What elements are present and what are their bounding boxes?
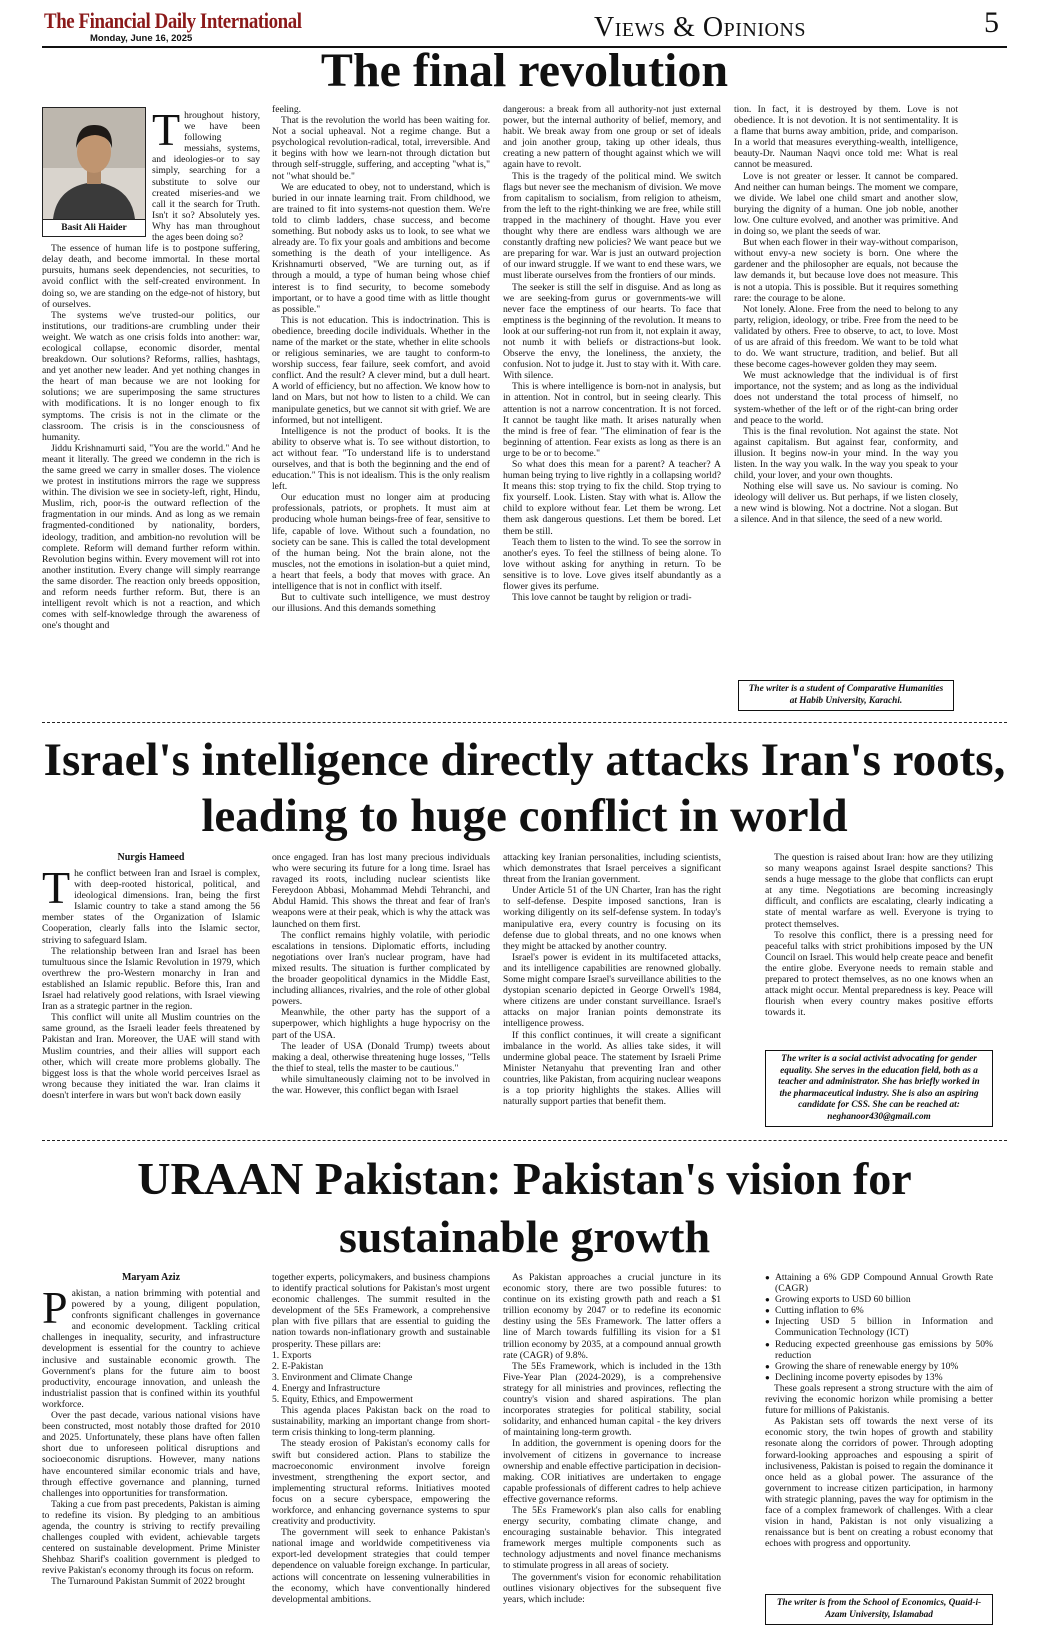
article3-byline: Maryam Aziz [121, 1272, 181, 1283]
paragraph: The relationship between Iran and Israel has been tumultuous since the Islamic Revolution in 1979, which overthrew the pro-Western monarchy in Iran and established an Islamic republic. Before this, Iran and Israel had relatively good relations, with Israel viewing Iran as a strategic partner in the region. [42, 945, 260, 1013]
dropcap: T [42, 862, 71, 913]
paragraph: Not lonely. Alone. Free from the need to belong to any party, religion, ideology, or tribe. Free from the need to be validated by others. Free to observe, to act, to love. Most of us are afraid of this freedom. We want to be told what to do. We want structure, tradition, and belief. But all these become cages-however golden they may seem. [734, 303, 958, 371]
photo-caption: Basit Ali Haider [43, 219, 145, 236]
paragraph: The conflict remains highly volatile, with periodic escalations in tensions. Diplomatic efforts, including negotiations over Iran's nuclear program, have had mixed results. The situation is further complicated by the broader geopolitical dynamics in the Middle East, including alliances, rivalries, and the role of other global powers. [272, 929, 490, 1008]
masthead [42, 6, 1007, 46]
article2-column-3 [503, 852, 721, 1108]
article1-column-3 [503, 104, 721, 700]
article3-lead: akistan, a nation brimming with potential and powered by a young, diligent population, confronts significant challenges in governance and economic development. Tackling critical challenges in inequality, security, and infrastructure development is essential for the country to achieve inclusive and sustainable economic growth. The Government's plans for the future aim to boost productivity, encourage innovation, and unleash the industrialist passion that is confined within its youthful workforce. [42, 1288, 260, 1410]
paragraph: To resolve this conflict, there is a pressing need for peaceful talks with strict prohibitions imposed by the UN Council on Israel. This would help create peace and benefit the entire globe. Everyone needs to remain stable and prepared to protect themselves, as no one knows when an attack might occur. Mental preparedness is key. Peace will flourish when every country makes positive efforts towards it. [765, 929, 993, 1019]
objective-item: ● Cutting inflation to 6% [765, 1305, 993, 1316]
paragraph: once engaged. Iran has lost many precious individuals who were securing its future for a long time. Israel has ravaged its roots, including nuclear scientists like Fereydoon Abbasi, Mohammad Mehdi Tehranchi, and Abdul Hamid. This shows the threat and fear of Iran's weapons were at their peak, which is why the attack was launched on them first. [272, 852, 490, 930]
objective-item: ● Injecting USD 5 billion in Information and Communication Technology (ICT) [765, 1316, 993, 1338]
pillar-item: 3. Environment and Climate Change [272, 1371, 413, 1383]
article2-headline: Israel's intelligence directly attacks Iran's roots, leading to huge conflict in world [43, 734, 1006, 843]
paragraph: This is not education. This is indoctrination. This is obedience, breeding docile individuals. Whether in the name of the market or the state, whether in elite schools or religious seminaries, we are taught to conform-to worship success, fear failure, seek comfort, and avoid conflict. And the result? A clever mind, but a dull heart. A world of efficiency, but no affection. We know how to land on Mars, but not how to listen to a child. We can manipulate genetics, but we cannot sit with grief. We are informed, but not intelligent. [272, 314, 490, 426]
article2-lead: he conflict between Iran and Israel is complex, with deep-rooted historical, political, and ideological dimensions. Iran, being the first Islamic country to take a stand among the 56 member states of the Organization of Islamic Cooperation, clearly falls into the Islamic sector, striving to safeguard Islam. [42, 868, 260, 946]
paragraph: This is the final revolution. Not against the state. Not against capitalism. But against fear, conformity, and illusion. It begins now-in your mind. In the way you listen. In the way you walk. In the way you speak to your child, your lover, and your own thoughts. [734, 425, 958, 482]
paragraph: dangerous: a break from all authority-not just external power, but the internal authority of belief, memory, and habit. We break away from one group or set of ideals and join another group, taking up other ideals, thus creating a new pattern of thought against which we will again have to revolt. [503, 104, 721, 171]
paragraph: Love is not greater or lesser. It cannot be compared. And neither can human beings. The moment we compare, we divide. We label one child smart and another slow, burying the dignity of a human. One job noble, another low. One culture evolved, and another was primitive. And in doing so, we plant the seeds of war. [734, 170, 958, 238]
paragraph: while simultaneously claiming not to be involved in the war. However, this conflict began with Israel [272, 1073, 490, 1096]
paragraph: Our education must no longer aim at producing professionals, patriots, or prophets. It must aim at producing whole human beings-free of fear, sensitive to life, capable of love. Without such a foundation, no society can be sane. This is called the total development of the human being. Not the brain alone, not the muscles, not the emotions in isolation-but a quiet mind, a heart that feels, a body that moves with grace. An intelligence that is not in conflict with itself. [272, 492, 490, 593]
paragraph: The government's vision for economic rehabilitation outlines visionary objectives for the subsequent five years, which include: [503, 1571, 721, 1605]
article2-writer-note: The writer is a social activist advocating for gender equality. She serves in the education field, both as a teacher and administrator. She has briefly worked in the pharmaceutical industry. She is also an aspiring candidate for CSS. She can be reached at: neghanoor430@gmail.com [765, 1050, 993, 1127]
objective-item: ● Attaining a 6% GDP Compound Annual Growth Rate (CAGR) [765, 1272, 993, 1294]
paragraph: The question is raised about Iran: how are they utilizing so many weapons against Israel despite sanctions? This sends a huge message to the globe that conflicts can erupt at any time. Negotiations are becoming increasingly difficult, and conflicts are escalating, clearly indicating a state of mental warfare as well. Everyone is trying to protect themselves. [765, 852, 993, 930]
paragraph: We must acknowledge that the individual is of first importance, not the system; and as long as the individual does not understand the total process of himself, no system-whether of the left or of the right-can bring order and peace to the world. [734, 370, 958, 426]
objective-item: ● Growing the share of renewable energy by 10% [765, 1361, 993, 1372]
issue-date: Monday, June 16, 2025 [90, 33, 193, 44]
paragraph: attacking key Iranian personalities, including scientists, which demonstrates that Israel perceives a significant threat from the Iranian government. [503, 852, 721, 886]
article2-column-4 [765, 852, 993, 1052]
page-number: 5 [984, 6, 999, 39]
paragraph: That is the revolution the world has been waiting for. Not a social upheaval. Not a regime change. But a psychological revolution-radical, total, irreversible. And it begins with how we learn-not through dictation but through self-struggle, suffering, and accepting "what is," not "what should be." [272, 115, 490, 182]
paragraph: As Pakistan sets off towards the next verse of its economic story, the twin hopes of growth and stability resonate along the corridors of power. Through adopting forward-looking approaches and espousing a spirit of inclusiveness, Pakistan is poised to regain the dominance it once held as a global power. The assurance of the government to increase citizen participation, in harmony with strategic planning, paves the way for optimism in the face of a complex framework of challenges. With a clear vision in hand, Pakistan is not only visualizing a renaissance but is bent on creating a robust economy that echoes with progress and opportunity. [765, 1416, 993, 1550]
paragraph: The steady erosion of Pakistan's economy calls for swift but considered action. Plans to stabilize the macroeconomic environment involve foreign investment, strengthening the export sector, and implementing structural reforms. Initiatives mooted focus on a secure cyberspace, empowering the workforce, and enhancing governance systems to spur creativity and productivity. [272, 1438, 490, 1528]
article1-column-4 [734, 104, 958, 678]
article1-writer-note: The writer is a student of Comparative Humanities at Habib University, Karachi. [738, 680, 954, 711]
paragraph: The essence of human life is to postpone suffering, delay death, and become immortal. In these mortal pursuits, humans seek dependencies, not securities, to avoid conflict with the self-created environment. In doing so, we are standing on the edge-not of history, but of ourselves. [42, 243, 260, 310]
article3-column-1 [42, 1282, 260, 1612]
paragraph: Taking a cue from past precedents, Pakistan is aiming to redefine its vision. By pledging to an ambitious agenda, the country is striving to rectify prevailing challenges coupled with evident, achievable targets centered on sustainable development. Prime Minister Shehbaz Sharif's coalition government is pledged to revive Pakistan's economy through its focus on reform. [42, 1498, 260, 1577]
paragraph: The government will seek to enhance Pakistan's national image and worldwide competitiveness via export-led development strategies that could temper dependence on valuable foreign exchange. In particular, actions will concentrate on lessening vulnerabilities in the economy, which have conventionally hindered developmental ambitions. [272, 1527, 490, 1605]
paragraph: These goals represent a strong structure with the aim of reviving the economic horizon while promising a better future for millions of Pakistanis. [765, 1382, 993, 1417]
section-divider [42, 722, 1007, 723]
article1-column-2 [272, 104, 490, 700]
newspaper-title: The Financial Daily International [44, 8, 302, 33]
paragraph: As Pakistan approaches a crucial juncture in its economic story, there are two possible futures: to continue on its existing growth path and reach a $1 trillion economy by 2047 or to redefine its economic destiny using the 5Es Framework. The latter offers a line of March towards fulfilling its vision for a $1 trillion economy by 2035, at a compound annual growth rate (CAGR) of 9.8%. [503, 1272, 721, 1361]
article2-column-2 [272, 852, 490, 1096]
objective-item: ● Reducing expected greenhouse gas emissions by 50% reduction [765, 1339, 993, 1361]
paragraph: Jiddu Krishnamurti said, "You are the world." And he meant it literally. The greed we condemn in the rich is the same greed we carry in smaller doses. The violence we protest in institutions mirrors the rage we suppress within. The division we see in society-left, right, Hindu, Muslim, rich, poor-is the outward reflection of the fragmentation in our minds. And as long as we remain fragmented-conditioned by nationality, borders, ideology, tradition, and ambition-no revolution will be complete. Reform will demand further reform within. Revolution begins within. Every movement will rot into another institution. Every change will simply rearrange the same disorder. The reaction only breeds opposition, and reform needs further reform. But, there is an intelligent revolt which is not a reaction, and which comes with self-knowledge through the awareness of one's thought and [42, 442, 260, 632]
section-title: Views & Opinions [594, 12, 806, 43]
article3-column-4 [765, 1272, 993, 1584]
objectives-list [765, 1272, 993, 1383]
paragraph: If this conflict continues, it will create a significant imbalance in the world. As allies take sides, it will undermine global peace. The statement by Israeli Prime Minister Netanyahu that preventing Iran and other countries, like Pakistan, from acquiring nuclear weapons is a top priority highlights the stakes. Allies will naturally support parties that benefit them. [503, 1029, 721, 1108]
article3-column-2 [272, 1272, 490, 1612]
article1-headline: The final revolution [320, 44, 729, 97]
paragraph: We are educated to obey, not to understand, which is buried in our innate learning trait. From childhood, we are trained to fit into systems-not question them. We're told to climb ladders, chase success, and become something. But nobody asks us to look, to see what we already are. To fix your goals and ambitions and become something is the death of your intelligence. As Krishnamurti observed, "We are turning out, as if through a mould, a type of human being whose chief interest is to find security, to become somebody important, or to have a good time with as little thought as possible." [272, 181, 490, 315]
paragraph: Nothing else will save us. No saviour is coming. No ideology will deliver us. But perhaps, if we listen closely, a new wind is blowing. Not a doctrine. Not a slogan. But a silence. And in that silence, the seed of a new world. [734, 481, 958, 526]
article3-column-3 [503, 1272, 721, 1612]
paragraph: The 5Es Framework, which is included in the 13th Five-Year Plan (2024-2029), is a comprehensive strategy for all ministries and provinces, reflecting the country's vision and shared aspirations. The plan incorporates strategies for political stability, social solidarity, and enhanced human capital - the key drivers of maintaining long-term growth. [503, 1360, 721, 1439]
paragraph: Over the past decade, various national visions have been constructed, most notably those drafted for 2010 and 2025. Unfortunately, these plans have often fallen short due to unforeseen political disruptions and socioeconomic disruptions. However, many nations have encountered similar economic trials and have, through effective governance and planning, turned challenges into opportunities for transformation. [42, 1410, 260, 1499]
paragraph: This is the tragedy of the political mind. We switch flags but never see the mechanism of division. We move from capitalism to socialism, from religion to atheism, from the left to the right-thinking we are free, while still trapped in the machinery of thought. Have you ever thought why there are endless wars although we are constantly drafting new policies? We want peace but we are preparing for war. War is just an outward projection of our inward struggle. If we want to end these wars, we must liberate ourselves from the frontiers of our minds. [503, 170, 721, 282]
paragraph: This love cannot be taught by religion or tradi- [512, 592, 692, 604]
paragraph: The seeker is still the self in disguise. And as long as we are seeking-from gurus or governments-we will never face the emptiness of our hearts. To face that emptiness is the beginning of the revolution. It means to look at our suffering-not run from it, not explain it away, not numb it with beliefs or distractions-but look. Observe the envy, the loneliness, the anxiety, the confusion. Not to judge it. Just to stay with it. With care. With silence. [503, 281, 721, 382]
article2-byline: Nurgis Hameed [117, 852, 185, 863]
pillar-item: 5. Equity, Ethics, and Empowerment [272, 1394, 413, 1406]
article3-headline: URAAN Pakistan: Pakistan's vision for sustainable growth [137, 1153, 912, 1262]
photo-spacer [42, 110, 152, 243]
paragraph: Intelligence is not the product of books. It is the ability to observe what is. To see without distortion, to act without fear. "To understand life is to understand ourselves, and that is both the beginning and the end of education." This is not idealism. This is the only realism left. [272, 425, 490, 493]
section-divider [42, 1140, 1007, 1141]
paragraph: This is where intelligence is born-not in analysis, but in attention. Not in control, but in seeing clearly. This attention is not a narrow concentration. It is not forced. It cannot be taught like math. It arises naturally when the mind is free of fear. "The elimination of fear is the beginning of attention. Fear exists as long as there is an urge to be or to become." [503, 381, 721, 459]
pillar-item: 1. Exports [272, 1349, 312, 1361]
paragraph: This agenda places Pakistan back on the road to sustainability, marking an important change from short-term crisis thinking to long-term planning. [272, 1405, 490, 1439]
paragraph: Israel's power is evident in its multifaceted attacks, and its intelligence capabilities are renowned globally. Some might compare Israel's surveillance abilities to the dystopian scenario depicted in George Orwell's 1984, where citizens are under constant surveillance. Israel's attacks on major Iranian points demonstrate its intelligence prowess. [503, 951, 721, 1030]
article3-writer-note: The writer is from the School of Economics, Quaid-i-Azam University, Islamabad [765, 1594, 993, 1625]
paragraph: together experts, policymakers, and business champions to identify practical solutions for Pakistan's most urgent economic challenges. The summit resulted in the development of the 5Es Framework, a comprehensive plan with five pillars that are essential to guiding the nation towards non-inflationary growth and sustainable prosperity. These pillars are: [272, 1272, 490, 1350]
pillar-item: 2. E-Pakistan [272, 1360, 324, 1372]
paragraph: So what does this mean for a parent? A teacher? A human being trying to live rightly in a collapsing world? It means this: stop trying to fix the child. Stop trying to fix yourself. Look. Listen. Stay with what is. Allow the child to explore without fear. Let them be wrong. Let them ask dangerous questions. Let them be bored. Let them be still. [503, 459, 721, 537]
paragraph: The leader of USA (Donald Trump) tweets about making a deal, otherwise threatening huge losses, "Tells the thief to steal, tells the master to be cautious." [272, 1040, 490, 1074]
paragraph: The Turnaround Pakistan Summit of 2022 brought [51, 1576, 246, 1588]
dropcap: T [152, 104, 181, 155]
paragraph: Teach them to listen to the wind. To see the sorrow in another's eyes. To feel the stillness of being alone. To love without asking for anything in return. To be sensitive is to love. Love gives itself abundantly as a flower gives its perfume. [503, 536, 721, 593]
dropcap: P [42, 1282, 68, 1333]
paragraph: feeling. [272, 104, 302, 115]
paragraph: tion. In fact, it is destroyed by them. Love is not obedience. It is not devotion. It is not sentimentality. It is a flame that burns away ambition, pride, and comparison. In a world that measures everything-wealth, intelligence, beauty-Dr. Nauman Naqvi once told me: What is real cannot be measured. [734, 104, 958, 171]
paragraph: But when each flower in their way-without comparison, without envy-a new society is born. One where the gardener and the philosopher are equals, not because the law demands it, but because love does not measure. This is not a utopia. This is possible. But it requires something rare: the courage to be alone. [734, 237, 958, 304]
paragraph: The systems we've trusted-our politics, our institutions, our traditions-are crumbling under their weight. We watch as one crisis folds into another: war, ecological collapse, economic disorder, mental breakdown. Our solutions? Reforms, rallies, hashtags, and yet another new leader. And yet nothing changes in the heart of man because we are not looking for solutions; we are superimposing the same structures with modifications. It is no longer enough to fix symptoms. The crisis is not in the climate or the classroom. The crisis is in the consciousness of humanity. [42, 309, 260, 443]
article1-column-1 [42, 104, 260, 700]
objective-item: ● Declining income poverty episodes by 13% [765, 1372, 993, 1383]
paragraph: In addition, the government is opening doors for the involvement of citizens in governance to increase ownership and enable effective participation in decision-making. COR initiatives are undertaken to engage capable professionals of different cadres to help achieve effective governance reforms. [503, 1438, 721, 1505]
paragraph: But to cultivate such intelligence, we must destroy our illusions. And this demands something [272, 592, 490, 615]
paragraph: Meanwhile, the other party has the support of a superpower, which highlights a huge hypocrisy on the part of the USA. [272, 1007, 490, 1041]
objective-item: ● Growing exports to USD 60 billion [765, 1294, 993, 1305]
article2-column-1 [42, 862, 260, 1101]
pillar-item: 4. Energy and Infrastructure [272, 1382, 380, 1394]
article1-lead: hroughout history, we have been following messiahs, systems, and ideologies-or to say simply, searching for a substitute to solve our created miseries-and we call it the search for Truth. Isn't it so? Absolutely yes. Why has man throughout the ages been doing so? [152, 110, 260, 244]
paragraph: This conflict will unite all Muslim countries on the same ground, as the Israeli leader feels threatened by Pakistan and Iran. Moreover, the UAE will stand with Muslim countries, and their allies will support each other, which will create more problems globally. The biggest loss is that the whole world perceives Israel as wrong because they initiated the war. Iran claims it doesn't interfere in wars but won't back down easily [42, 1012, 260, 1101]
paragraph: Under Article 51 of the UN Charter, Iran has the right to self-defense. Despite imposed sanctions, Iran is working diligently on its self-defense system. In today's manipulative era, every country is focusing on its defense due to global threats, and no one knows when they might be attacked by another country. [503, 885, 721, 952]
paragraph: The 5Es Framework's plan also calls for enabling energy security, combating climate change, and encouraging sustainable behavior. This integrated framework merges multiple components such as technology adjustments and novel finance mechanisms to stimulate progress in all areas of society. [503, 1504, 721, 1572]
